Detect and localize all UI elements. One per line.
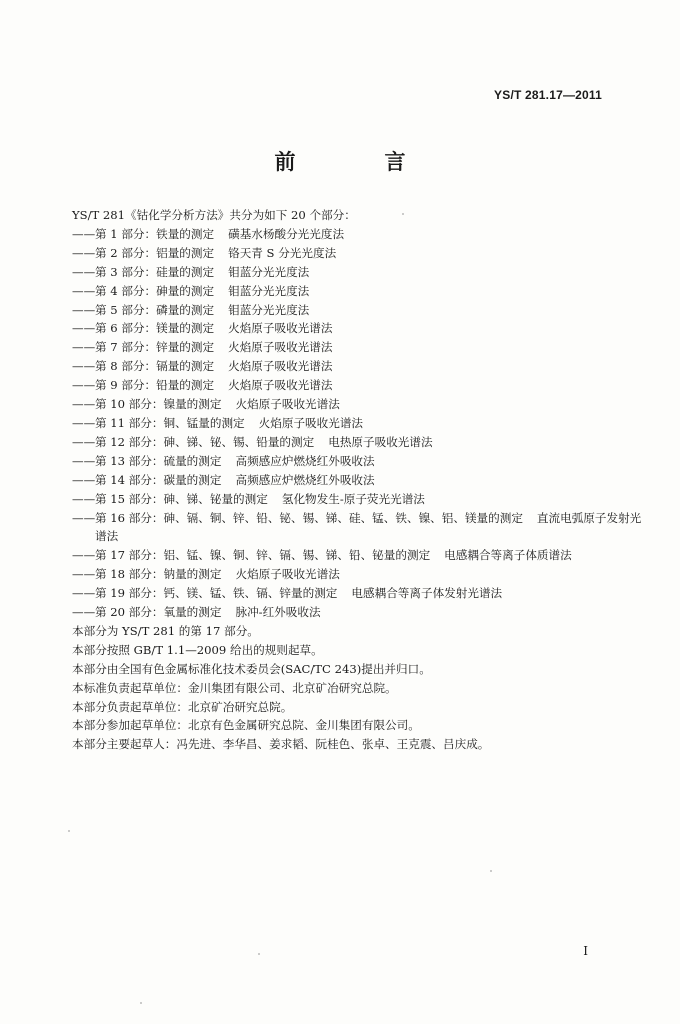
part-method: 火焰原子吸收光谱法 (228, 321, 333, 336)
part-dash: —— (72, 586, 96, 601)
statement-line: 本标准负责起草单位：金川集团有限公司、北京矿冶研究总院。 (72, 680, 397, 695)
part-method: 火焰原子吸收光谱法 (228, 359, 333, 374)
scan-speck (68, 830, 70, 832)
part-dash: —— (72, 397, 96, 412)
page-title: 前 言 (274, 149, 440, 174)
part-name: 第 3 部分：硅量的测定 (95, 264, 215, 279)
part-dash: —— (72, 226, 96, 241)
part-name: 第 2 部分：铝量的测定 (95, 245, 215, 260)
part-method: 直流电弧原子发射光 (536, 510, 642, 525)
scan-speck (140, 1002, 142, 1004)
part-item (72, 244, 632, 263)
part-name: 第 9 部分：铅量的测定 (95, 378, 215, 393)
part-item (72, 395, 632, 414)
part-method: 脉冲-红外吸收法 (235, 605, 321, 620)
part-name: 第 10 部分：镍量的测定 (95, 397, 222, 412)
part-method: 电感耦合等离子体发射光谱法 (351, 586, 503, 601)
part-item (72, 376, 632, 395)
part-name: 第 20 部分：氧量的测定 (95, 605, 222, 620)
part-dash: —— (72, 491, 96, 506)
part-method: 电热原子吸收光谱法 (328, 434, 433, 449)
part-item (72, 301, 632, 320)
statement-line: 本部分按照 GB/T 1.1—2009 给出的规则起草。 (72, 642, 323, 657)
part-method: 钼蓝分光光度法 (228, 264, 310, 279)
part-item (72, 433, 632, 452)
part-method: 电感耦合等离子体质谱法 (444, 548, 572, 563)
part-item (72, 414, 632, 433)
part-dash: —— (72, 510, 96, 525)
part-name: 第 15 部分：砷、锑、铋量的测定 (95, 491, 268, 506)
part-method: 氢化物发生-原子荧光光谱法 (281, 491, 425, 506)
part-dash: —— (72, 340, 96, 355)
part-name: 第 8 部分：镉量的测定 (95, 359, 215, 374)
part-method: 高频感应炉燃烧红外吸收法 (235, 472, 375, 487)
statement-line: 本部分为 YS/T 281 的第 17 部分。 (72, 623, 259, 638)
part-item (72, 546, 632, 565)
part-method: 火焰原子吸收光谱法 (258, 415, 364, 430)
part-method: 火焰原子吸收光谱法 (228, 378, 333, 393)
part-name: 第 7 部分：锌量的测定 (95, 340, 215, 355)
part-item (72, 509, 642, 528)
statements (72, 622, 632, 754)
part-item (72, 338, 632, 357)
part-dash: —— (72, 567, 96, 582)
part-name: 第 13 部分：硫量的测定 (95, 453, 222, 468)
preface-body (72, 206, 642, 754)
statement-line: 本部分参加起草单位：北京有色金属研究总院、金川集团有限公司。 (72, 718, 420, 733)
statement-line: 本部分主要起草人：冯先进、李华昌、姜求韬、阮桂色、张卓、王克震、吕庆成。 (72, 737, 490, 752)
part-item (72, 603, 632, 622)
part-item (72, 471, 632, 490)
part-method: 钼蓝分光光度法 (228, 283, 310, 298)
part-name: 第 12 部分：砷、锑、铋、锡、铅量的测定 (95, 434, 315, 449)
part-dash: —— (72, 415, 96, 430)
statement-line: 本部分由全国有色金属标准化技术委员会(SAC/TC 243)提出并归口。 (72, 661, 431, 676)
part-name: 第 18 部分：钠量的测定 (95, 567, 222, 582)
part-dash: —— (72, 321, 96, 336)
part-dash: —— (72, 302, 96, 317)
part-dash: —— (72, 453, 96, 468)
part-item (72, 490, 632, 509)
part-method: 磺基水杨酸分光光度法 (228, 226, 345, 241)
scan-speck (490, 870, 492, 872)
scan-speck (258, 953, 260, 955)
part-name: 第 17 部分：铝、锰、镍、铜、锌、镉、锡、锑、铅、铋量的测定 (95, 548, 431, 563)
part-item (72, 452, 632, 471)
part-name: 第 1 部分：铁量的测定 (95, 226, 215, 241)
part-method: 钼蓝分光光度法 (228, 302, 310, 317)
part-method: 铬天青 S 分光光度法 (228, 245, 337, 260)
part-dash: —— (72, 245, 96, 260)
part-item (72, 357, 632, 376)
part-method: 高频感应炉燃烧红外吸收法 (235, 453, 375, 468)
part-item (72, 263, 632, 282)
part-name: 第 6 部分：镁量的测定 (95, 321, 215, 336)
statement-line: 本部分负责起草单位：北京矿冶研究总院。 (72, 699, 293, 714)
part-dash: —— (72, 434, 96, 449)
part-dash: —— (72, 605, 96, 620)
part-item (72, 584, 632, 603)
part-dash: —— (72, 548, 96, 563)
parts-list (72, 225, 642, 622)
part-method: 火焰原子吸收光谱法 (228, 340, 333, 355)
part-item (72, 319, 632, 338)
part-dash: —— (72, 378, 96, 393)
part-item (72, 282, 632, 301)
standard-code: YS/T 281.17—2011 (494, 88, 602, 102)
part-dash: —— (72, 359, 96, 374)
part-name: 第 5 部分：磷量的测定 (95, 302, 215, 317)
intro-paragraph: YS/T 281《钴化学分析方法》共分为如下 20 个部分： (72, 208, 356, 222)
part-name: 第 4 部分：砷量的测定 (95, 283, 215, 298)
part-name: 第 16 部分：砷、镉、铜、锌、铅、铋、锡、锑、硅、锰、铁、镍、铝、镁量的测定 (95, 510, 523, 525)
part-item (72, 565, 632, 584)
page-number: I (583, 944, 588, 958)
scan-speck (402, 213, 404, 215)
part-name: 第 19 部分：钙、镁、锰、铁、镉、锌量的测定 (95, 586, 338, 601)
part-name: 第 11 部分：铜、锰量的测定 (95, 415, 245, 430)
part-method: 火焰原子吸收光谱法 (235, 397, 340, 412)
part-dash: —— (72, 264, 96, 279)
part-item (72, 225, 632, 244)
part-dash: —— (72, 283, 96, 298)
part-name: 第 14 部分：碳量的测定 (95, 472, 222, 487)
part-dash: —— (72, 472, 96, 487)
part-method: 火焰原子吸收光谱法 (235, 567, 340, 582)
part-method-continuation: 谱法 (95, 529, 119, 544)
